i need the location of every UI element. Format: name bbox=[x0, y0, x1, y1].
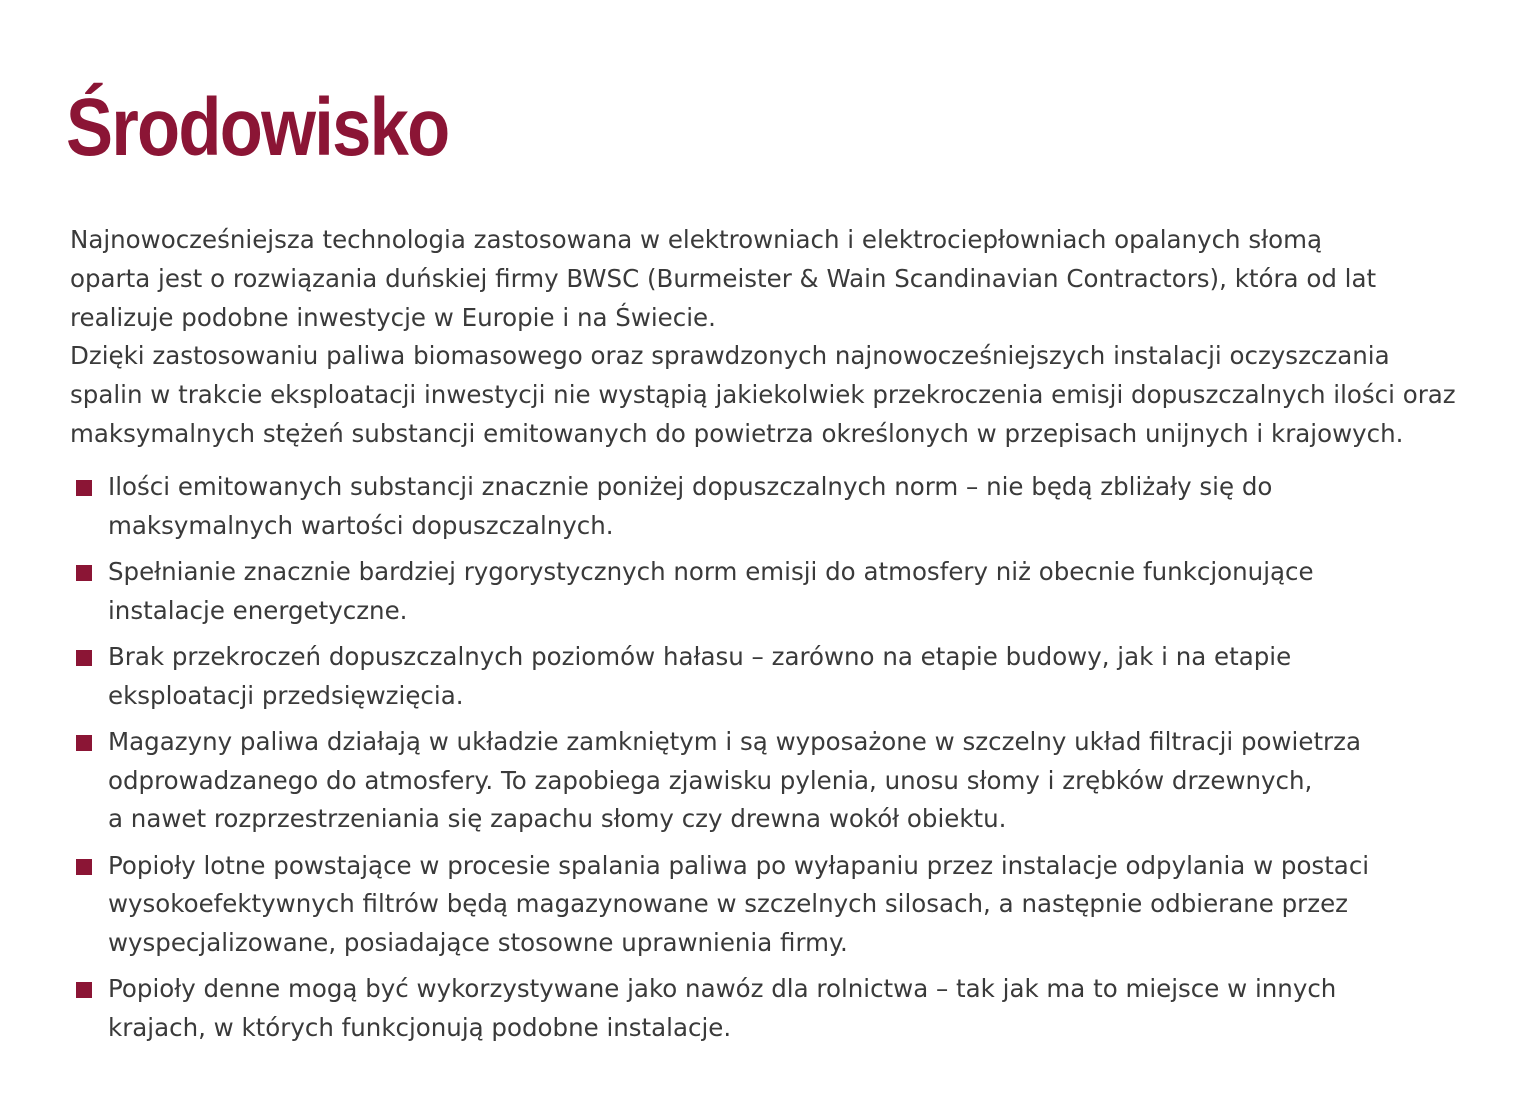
list-item-line: odprowadzanego do atmosfery. To zapobiega zjawisku pylenia, unosu słomy i zrębków drzewnych, bbox=[108, 765, 1313, 795]
list-item-line: Brak przekroczeń dopuszczalnych poziomów hałasu – zarówno na etapie budowy, jak i na etapie bbox=[108, 642, 1292, 671]
list-item bbox=[74, 553, 1494, 630]
square-bullet-icon bbox=[76, 735, 92, 751]
list-item bbox=[74, 468, 1494, 545]
list-item bbox=[74, 723, 1494, 839]
square-bullet-icon bbox=[76, 480, 92, 496]
bullet-list bbox=[74, 468, 1494, 1055]
intro-line: spalin w trakcie eksploatacji inwestycji nie wystąpią jakiekolwiek przekroczenia emisji dopuszczalnych ilości oraz bbox=[70, 380, 1456, 410]
list-item-line: Spełnianie znacznie bardziej rygorystycznych norm emisji do atmosfery niż obecnie funkcjonujące bbox=[108, 557, 1314, 586]
square-bullet-icon bbox=[76, 859, 92, 875]
intro-line: Dzięki zastosowaniu paliwa biomasowego oraz sprawdzonych najnowocześniejszych instalacji oczyszczania bbox=[70, 341, 1390, 371]
list-item-line: Popioły denne mogą być wykorzystywane jako nawóz dla rolnictwa – tak jak ma to miejsce w innych bbox=[108, 974, 1337, 1003]
square-bullet-icon bbox=[76, 565, 92, 581]
square-bullet-icon bbox=[76, 650, 92, 666]
intro-line: oparta jest o rozwiązania duńskiej firmy BWSC (Burmeister & Wain Scandinavian Contractors), która od lat bbox=[70, 263, 1377, 293]
list-item-line: a nawet rozprzestrzeniania się zapachu słomy czy drewna wokół obiektu. bbox=[108, 804, 1007, 833]
list-item-line: wyspecjalizowane, posiadające stosowne uprawnienia firmy. bbox=[108, 927, 848, 957]
list-item-line: Popioły lotne powstające w procesie spalania paliwa po wyłapaniu przez instalacje odpylania w postaci bbox=[108, 850, 1370, 880]
list-item-line: eksploatacji przedsięwzięcia. bbox=[108, 680, 464, 710]
list-item-line: maksymalnych wartości dopuszczalnych. bbox=[108, 510, 614, 540]
list-item bbox=[74, 970, 1494, 1047]
list-item bbox=[74, 847, 1494, 963]
list-item-line: wysokoefektywnych filtrów będą magazynowane w szczelnych silosach, a następnie odbierane przez bbox=[108, 889, 1349, 918]
intro-line: realizuje podobne inwestycje w Europie i na Świecie. bbox=[70, 302, 716, 332]
list-item-line: Magazyny paliwa działają w układzie zamkniętym i są wyposażone w szczelny układ filtracji powietrza bbox=[108, 727, 1361, 756]
intro-line: Najnowocześniejsza technologia zastosowana w elektrowniach i elektrociepłowniach opalanych słomą bbox=[70, 225, 1322, 254]
intro-line: maksymalnych stężeń substancji emitowanych do powietrza określonych w przepisach unijnych i krajowych. bbox=[70, 418, 1404, 448]
list-item bbox=[74, 638, 1494, 715]
page-title: Środowisko bbox=[66, 82, 449, 173]
list-item-line: krajach, w których funkcjonują podobne instalacje. bbox=[108, 1012, 732, 1042]
list-item-line: instalacje energetyczne. bbox=[108, 595, 408, 625]
intro-paragraph bbox=[70, 221, 1490, 454]
square-bullet-icon bbox=[76, 982, 92, 998]
list-item-line: Ilości emitowanych substancji znacznie poniżej dopuszczalnych norm – nie będą zbliżały się do bbox=[108, 472, 1273, 501]
